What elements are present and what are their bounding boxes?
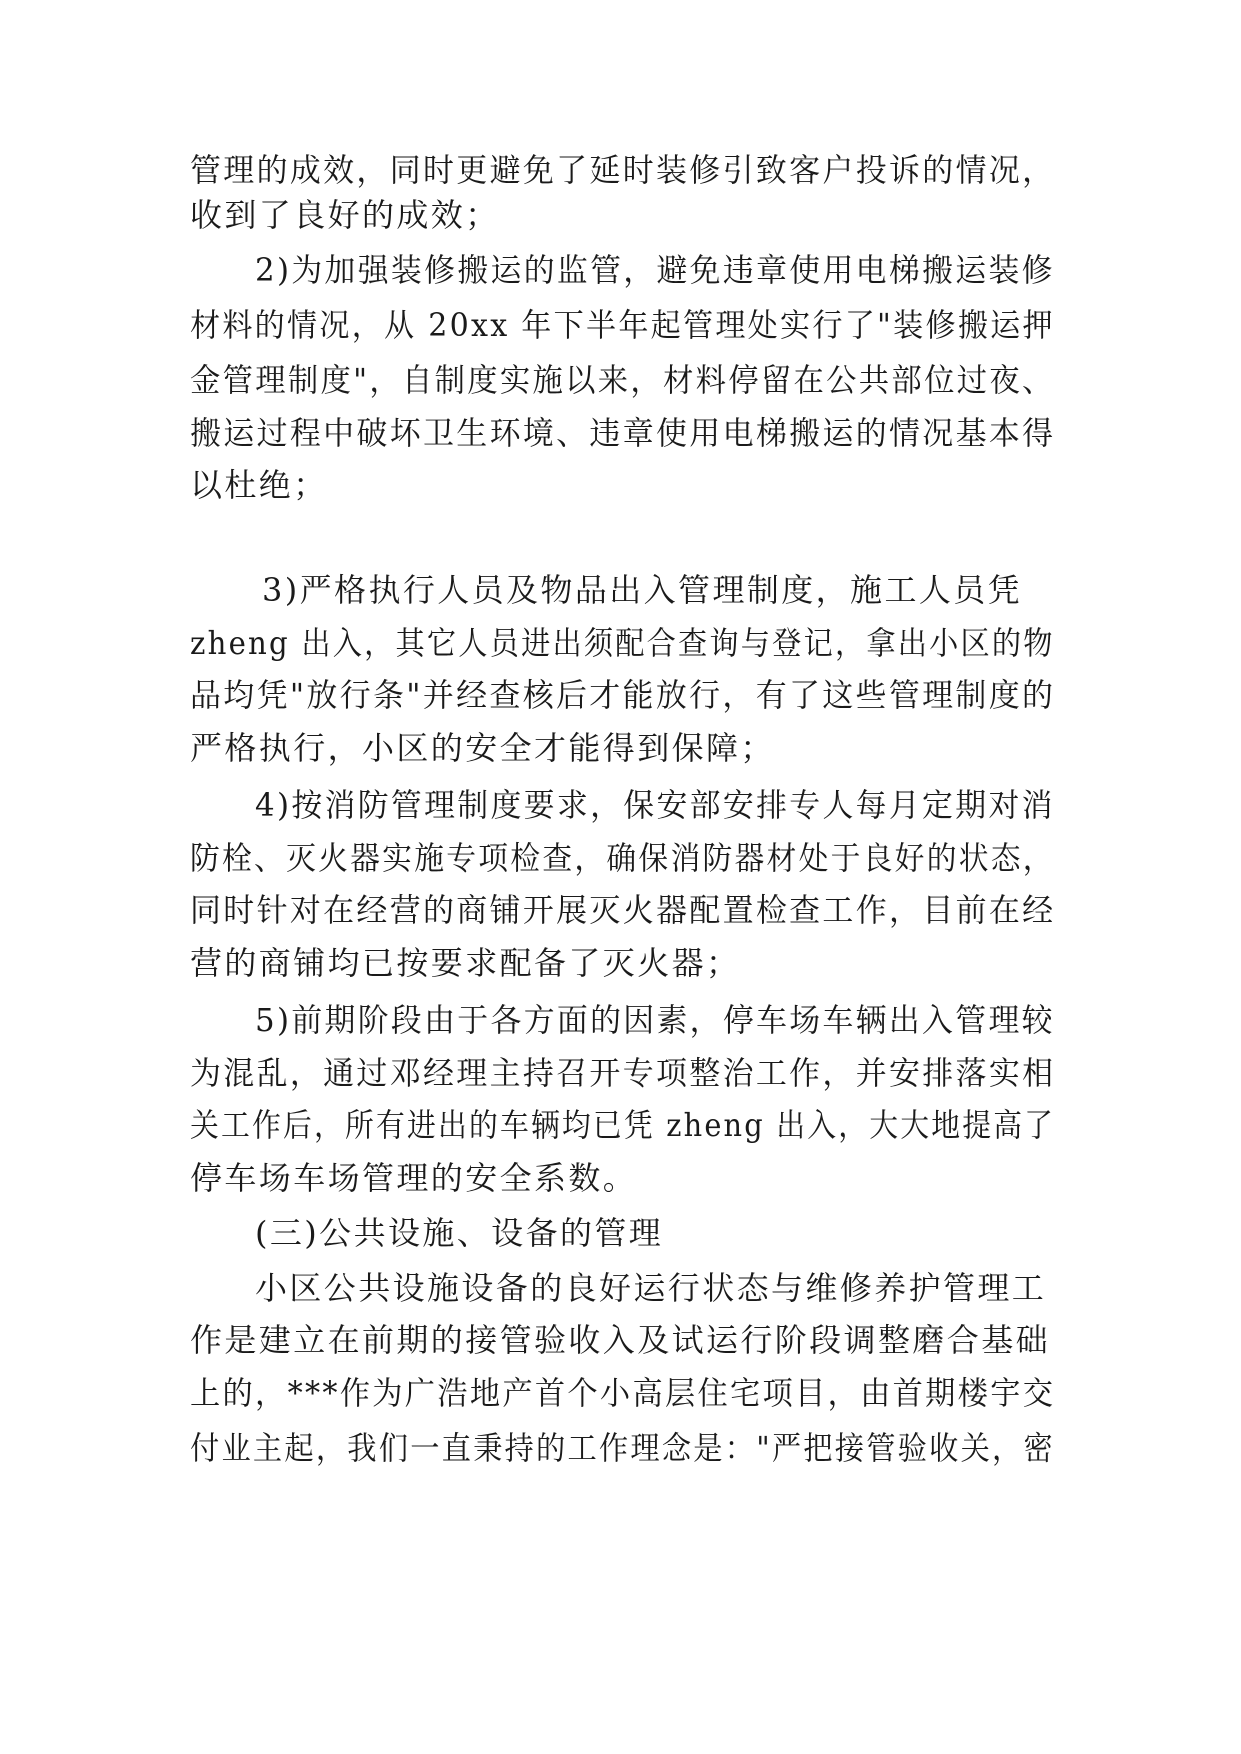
text-line: 收到了良好的成效； bbox=[190, 196, 500, 234]
text-line: 关工作后，所有进出的车辆均已凭 zheng 出入，大大地提高了 bbox=[190, 1106, 1056, 1144]
text-line: 防栓、灭火器实施专项检查，确保消防器材处于良好的状态， bbox=[190, 839, 1055, 877]
text-line: 2)为加强装修搬运的监管，避免违章使用电梯搬运装修 bbox=[255, 251, 1055, 289]
section-heading: (三)公共设施、设备的管理 bbox=[255, 1214, 664, 1252]
text-line: 5)前期阶段由于各方面的因素，停车场车辆出入管理较 bbox=[255, 1001, 1055, 1039]
text-line: 搬运过程中破坏卫生环境、违章使用电梯搬运的情况基本得 bbox=[190, 414, 1056, 452]
text-line: 3)严格执行人员及物品出入管理制度，施工人员凭 bbox=[262, 571, 1023, 609]
text-line: 以杜绝； bbox=[190, 466, 328, 504]
text-line: 管理的成效，同时更避免了延时装修引致客户投诉的情况， bbox=[190, 151, 1056, 189]
text-line: 付业主起，我们一直秉持的工作理念是："严把接管验收关，密 bbox=[190, 1429, 1055, 1467]
text-line: 金管理制度"，自制度实施以来，材料停留在公共部位过夜、 bbox=[190, 361, 1055, 399]
text-line: 同时针对在经营的商铺开展灭火器配置检查工作，目前在经 bbox=[190, 891, 1056, 929]
text-line: 作是建立在前期的接管验收入及试运行阶段调整磨合基础 bbox=[190, 1321, 1051, 1359]
text-line: 严格执行，小区的安全才能得到保障； bbox=[190, 729, 775, 767]
text-line: 上的，***作为广浩地产首个小高层住宅项目，由首期楼宇交 bbox=[190, 1374, 1056, 1412]
text-line: 材料的情况，从 20xx 年下半年起管理处实行了"装修搬运押 bbox=[190, 306, 1055, 344]
text-line: 为混乱，通过邓经理主持召开专项整治工作，并安排落实相 bbox=[190, 1054, 1056, 1092]
text-line: 4)按消防管理制度要求，保安部安排专人每月定期对消 bbox=[255, 786, 1055, 824]
text-line: 品均凭"放行条"并经查核后才能放行，有了这些管理制度的 bbox=[190, 676, 1056, 714]
text-line: zheng 出入，其它人员进出须配合查询与登记，拿出小区的物 bbox=[190, 624, 1055, 662]
text-line: 营的商铺均已按要求配备了灭火器； bbox=[190, 944, 741, 982]
text-line: 停车场车场管理的安全系数。 bbox=[190, 1159, 638, 1197]
text-line: 小区公共设施设备的良好运行状态与维修养护管理工 bbox=[255, 1269, 1047, 1307]
